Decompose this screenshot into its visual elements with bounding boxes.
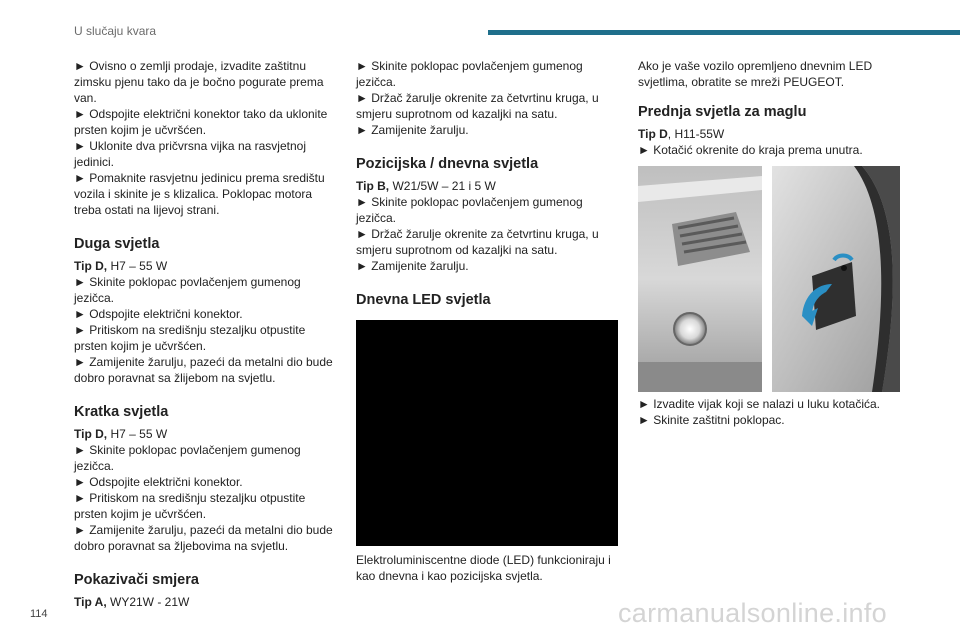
column-1 (74, 58, 334, 610)
step: ► Odspojite električni konektor. (74, 474, 334, 490)
step: ► Skinite poklopac povlačenjem gumenog jezičca. (356, 58, 616, 90)
bulb-type (74, 426, 334, 442)
bulb-type-label: Tip B, (356, 179, 390, 193)
led-image-placeholder (356, 320, 618, 546)
step: ► Odspojite električni konektor tako da uklonite prsten kojim je učvršćen. (74, 106, 334, 138)
bulb-type (74, 258, 334, 274)
step: ► Kotačić okrenite do kraja prema unutra. (638, 142, 898, 158)
bulb-type-label: Tip D, (74, 427, 108, 441)
step: ► Skinite poklopac povlačenjem gumenog jezičca. (74, 274, 334, 306)
header-bar (488, 30, 960, 35)
step: ► Držač žarulje okrenite za četvrtinu kruga, u smjeru suprotnom od kazaljki na satu. (356, 226, 616, 258)
bulb-type (74, 594, 334, 610)
page-number: 114 (30, 608, 48, 620)
step: ► Pomaknite rasvjetnu jedinicu prema središtu vozila i skinite je s klizalica. Poklopac motora treba ostati na lijevoj strani. (74, 170, 334, 218)
step: ► Pritiskom na središnju stezaljku otpustite prsten kojim je učvršćen. (74, 490, 334, 522)
bulb-type-value: W21/5W – 21 i 5 W (389, 179, 496, 193)
step: ► Držač žarulje okrenite za četvrtinu kruga, u smjeru suprotnom od kazaljki na satu. (356, 90, 616, 122)
section-title-led: Dnevna LED svjetla (356, 292, 491, 308)
column-2 (356, 58, 616, 584)
step: ► Zamijenite žarulju. (356, 258, 616, 274)
step: ► Skinite poklopac povlačenjem gumenog jezičca. (356, 194, 616, 226)
step: ► Ovisno o zemlji prodaje, izvadite zaštitnu zimsku pjenu tako da je bočno pogurate prema van. (74, 58, 334, 106)
step: ► Izvadite vijak koji se nalazi u luku kotačića. (638, 396, 898, 412)
bulb-type-value: H7 – 55 W (107, 427, 168, 441)
fog-lamp-photo (638, 166, 762, 392)
section-title-pokazivaci: Pokazivači smjera (74, 572, 199, 588)
led-caption: Elektroluminiscentne diode (LED) funkcioniraju i kao dnevna i kao pozicijska svjetla. (356, 553, 611, 583)
step: ► Uklonite dva pričvrsna vijka na rasvjetnoj jedinici. (74, 138, 334, 170)
step: ► Zamijenite žarulju, pazeći da metalni dio bude dobro poravnat sa žlijebom na svjetlu. (74, 354, 334, 386)
led-note: Ako je vaše vozilo opremljeno dnevnim LED svjetlima, obratite se mreži PEUGEOT. (638, 59, 873, 89)
wheel-arch-photo (772, 166, 900, 392)
fog-light-images (638, 166, 898, 394)
column-3 (638, 58, 898, 428)
bulb-type-value: , H11-55W (667, 127, 725, 141)
bulb-type-label: Tip A, (74, 595, 107, 609)
bulb-type (638, 126, 898, 142)
section-title-magla: Prednja svjetla za maglu (638, 104, 807, 120)
bulb-type (356, 178, 616, 194)
step: ► Skinite poklopac povlačenjem gumenog jezičca. (74, 442, 334, 474)
bulb-type-value: H7 – 55 W (107, 259, 168, 273)
section-title-kratka: Kratka svjetla (74, 404, 169, 420)
step: ► Zamijenite žarulju. (356, 122, 616, 138)
step: ► Odspojite električni konektor. (74, 306, 334, 322)
bulb-type-label: Tip D, (74, 259, 108, 273)
bulb-type-label: Tip D (638, 127, 668, 141)
bulb-type-value: WY21W - 21W (106, 595, 190, 609)
step: ► Zamijenite žarulju, pazeći da metalni dio bude dobro poravnat sa žljebovima na svjetlu. (74, 522, 334, 554)
watermark: carmanualsonline.info (618, 598, 887, 628)
header-title: U slučaju kvara (74, 24, 157, 38)
section-title-duga: Duga svjetla (74, 236, 160, 252)
step: ► Skinite zaštitni poklopac. (638, 412, 898, 428)
section-title-pozicijska: Pozicijska / dnevna svjetla (356, 156, 539, 172)
step: ► Pritiskom na središnju stezaljku otpustite prsten kojim je učvršćen. (74, 322, 334, 354)
